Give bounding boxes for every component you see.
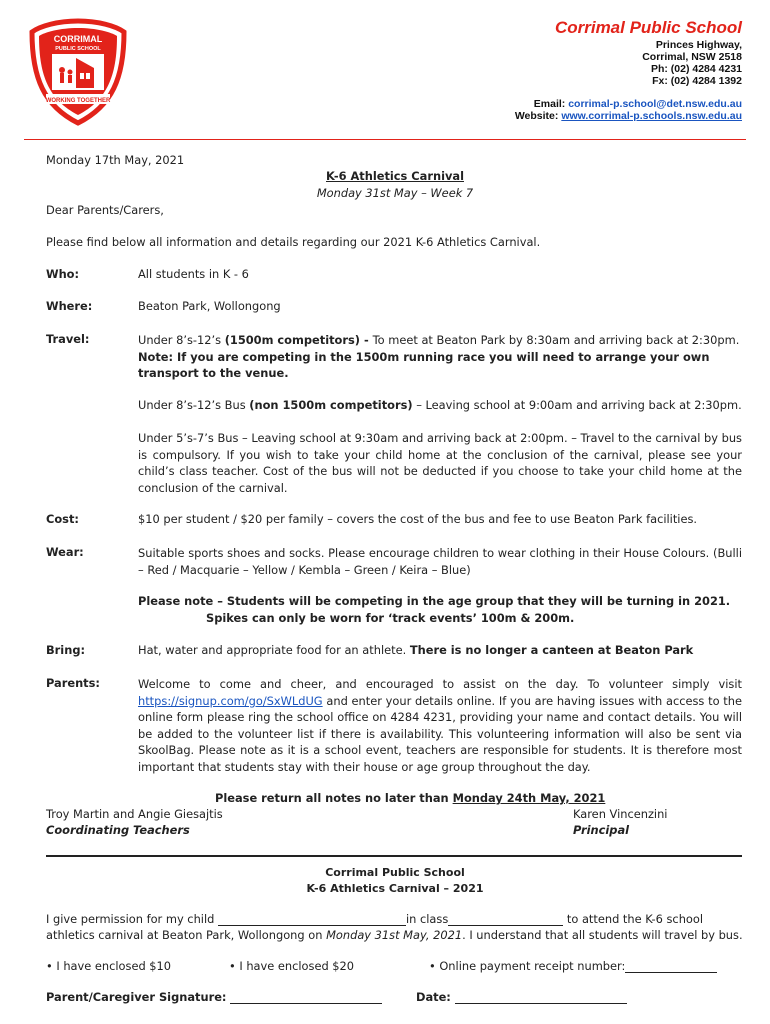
where-label: Where: (46, 299, 93, 313)
parents-label: Parents: (46, 676, 100, 690)
travel-older-bus: Under 8’s-12’s Bus (non 1500m competitors) – Leaving school at 9:00am and arriving back at 2:30pm. (138, 398, 742, 412)
receipt-number-field[interactable] (625, 961, 717, 973)
option-10-dollars[interactable]: • I have enclosed $10 (46, 959, 172, 973)
slip-title: K-6 Athletics Carnival – 2021 (306, 882, 484, 895)
who-value: All students in K - 6 (138, 267, 249, 281)
header-divider (24, 139, 746, 140)
volunteer-signup-link[interactable]: https://signup.com/go/SxWLdUG (138, 693, 323, 708)
option-20-dollars[interactable]: • I have enclosed $20 (229, 959, 355, 973)
phone: Ph: (02) 4284 4231 (650, 63, 742, 75)
principal-title: Principal (573, 823, 630, 837)
slip-school: Corrimal Public School (325, 866, 465, 879)
travel-younger-bus: Under 5’s-7’s Bus – Leaving school at 9:30am and arriving back at 2:00pm. – Travel to the carnival by bus is compulsory. If you wish to take your child home at the conclusion of the carnival, please see your child’s class teacher. Cost of the bus will not be deducted if you choose to take your child home at the conclusion of the carnival. (138, 431, 742, 495)
letter-title: K-6 Athletics Carnival (326, 169, 464, 183)
date-label: Date: (416, 990, 451, 1004)
address-line-2: Corrimal, NSW 2518 (642, 51, 742, 63)
school-logo (28, 18, 128, 126)
principal-name: Karen Vincenzini (573, 807, 668, 821)
option-online-payment (429, 959, 717, 973)
fax: Fx: (02) 4284 1392 (652, 75, 742, 87)
intro-paragraph: Please find below all information and details regarding our 2021 K-6 Athletics Carnival. (46, 235, 541, 249)
coordinator-title: Coordinating Teachers (46, 823, 190, 837)
logo-text-top: CORRIMAL (53, 34, 103, 44)
date-field[interactable] (455, 992, 627, 1004)
address-line-1: Princes Highway, (655, 39, 742, 51)
email-label: Email: (533, 98, 566, 110)
email-line (534, 98, 742, 110)
greeting: Dear Parents/Carers, (46, 203, 164, 217)
permission-line-1: I give permission for my child in class to attend the K-6 school (46, 912, 704, 926)
letter-subtitle: Monday 31st May – Week 7 (316, 186, 474, 200)
bring-value: Hat, water and appropriate food for an athlete. There is no longer a canteen at Beaton Park (138, 643, 694, 657)
please-note-2: Spikes can only be worn for ‘track events’ 100m & 200m. (206, 611, 575, 625)
school-name: Corrimal Public School (554, 18, 742, 37)
date-row (416, 990, 627, 1004)
cost-value: $10 per student / $20 per family – covers the cost of the bus and fee to use Beaton Park facilities. (138, 512, 698, 526)
logo-motto: WORKING TOGETHER (45, 98, 111, 104)
travel-1500m: Under 8’s-12’s (1500m competitors) - To meet at Beaton Park by 8:30am and arriving back at 2:30pm. Note: If you are competing in the 1500m running race you will need to arrange your own transport to the venue. (138, 333, 740, 380)
signature-row (46, 990, 382, 1004)
tear-off-divider (46, 855, 742, 857)
signature-field[interactable] (230, 992, 382, 1004)
letter-date: Monday 17th May, 2021 (46, 153, 185, 167)
please-note-1: Please note – Students will be competing in the age group that they will be turning in 2021. (138, 594, 731, 608)
permission-line-2: athletics carnival at Beaton Park, Wollongong on Monday 31st May, 2021. I understand that all students will travel by bus. (46, 928, 743, 942)
logo-text-sub: PUBLIC SCHOOL (55, 46, 101, 52)
where-value: Beaton Park, Wollongong (138, 299, 281, 313)
travel-label: Travel: (46, 332, 90, 346)
return-notice: Please return all notes no later than Monday 24th May, 2021 (215, 791, 606, 805)
website-line (515, 110, 742, 122)
coordinator-names: Troy Martin and Angie Giesajtis (46, 807, 223, 821)
parents-value: Welcome to come and cheer, and encouraged to assist on the day. To volunteer simply visit https://signup.com/go/SxWLdUG and enter your details online. If you are having issues with access to the online form please ring the school office on 4284 4231, providing your name and contact details. You will be added to the volunteer list if there is availability. This volunteering information will also be sent via SkoolBag. Please note as it is a school event, teachers are responsible for students. It is therefore most important that students stay with their house or age group throughout the day. (138, 677, 742, 774)
bring-label: Bring: (46, 643, 86, 657)
class-field[interactable] (448, 914, 563, 926)
online-payment-label: • Online payment receipt number: (429, 959, 626, 973)
child-name-field[interactable] (218, 914, 406, 926)
signature-label: Parent/Caregiver Signature: (46, 990, 227, 1004)
wear-value: Suitable sports shoes and socks. Please encourage children to wear clothing in their House Colours. (Bulli – Red / Macquarie – Yellow / Kembla – Green / Keira – Blue) (138, 546, 742, 577)
who-label: Who: (46, 267, 80, 281)
website-link[interactable]: www.corrimal-p.schools.nsw.edu.au (561, 110, 742, 122)
wear-label: Wear: (46, 545, 84, 559)
travel-note: Note: If you are competing in the 1500m running race you will need to arrange your own transport to the venue. (138, 349, 710, 380)
website-label: Website: (514, 110, 559, 122)
cost-label: Cost: (46, 512, 79, 526)
email-link[interactable]: corrimal-p.school@det.nsw.edu.au (568, 98, 742, 110)
